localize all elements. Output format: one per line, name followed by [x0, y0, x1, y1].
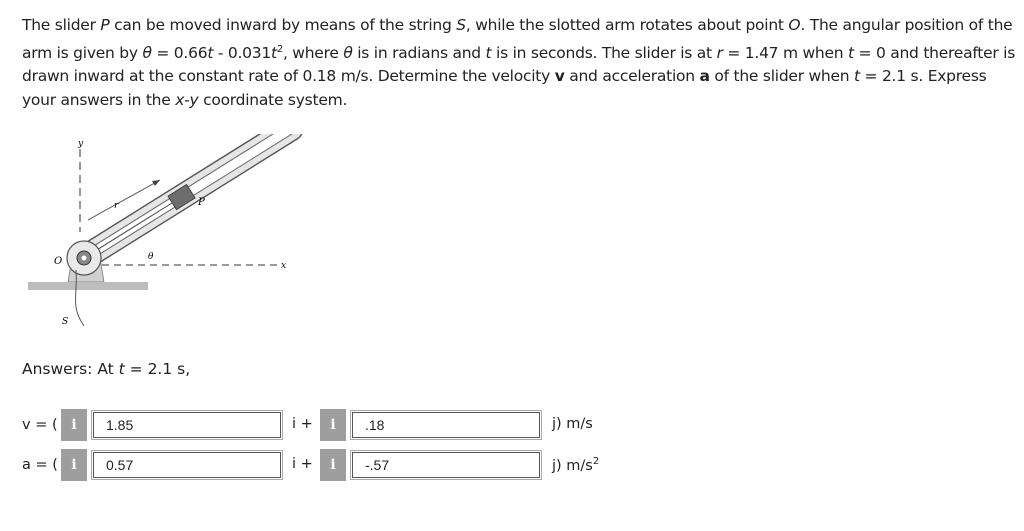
text: t	[207, 43, 214, 62]
text: θ	[142, 43, 152, 62]
text: , while the slotted arm rotates about point	[465, 16, 789, 34]
text: - 0.031	[213, 43, 271, 62]
text: coordinate system.	[198, 90, 348, 109]
text: x-y	[175, 90, 199, 109]
label-r: r	[114, 201, 119, 211]
text: = 0 and thereafter is drawn inward at the constant rate of 0.18 m/s. Determine the velocity	[22, 43, 1016, 86]
text: = 2.1 s. Express your answers in the	[22, 67, 987, 109]
acceleration-unit	[552, 456, 599, 474]
text: v	[554, 67, 565, 86]
text: , where	[282, 43, 344, 62]
text: t	[854, 67, 860, 86]
label-s: S	[62, 317, 69, 327]
text: is in radians and	[352, 43, 486, 62]
text: t	[118, 360, 125, 378]
text: r	[716, 43, 723, 62]
info-icon[interactable]: i	[320, 409, 346, 441]
text: = 0.66	[151, 43, 208, 62]
answers-heading	[22, 360, 190, 378]
text: . The angular position of the arm is given by	[22, 16, 1013, 62]
info-icon[interactable]: i	[61, 409, 87, 441]
text: is in seconds. The slider is at	[491, 43, 717, 62]
acceleration-x-input[interactable]: 0.57	[93, 452, 281, 478]
text: = 1.47 m when	[722, 43, 849, 62]
info-icon[interactable]: i	[320, 449, 346, 481]
acceleration-label: a = (	[22, 457, 58, 473]
acceleration-row	[22, 449, 1022, 483]
text: P	[100, 16, 110, 34]
text: θ	[343, 43, 353, 62]
text: and acceleration	[564, 67, 700, 86]
text: a	[699, 67, 710, 86]
slotted-arm-figure	[22, 134, 322, 334]
problem-statement	[22, 14, 1022, 112]
text: O	[788, 16, 801, 34]
text: The slider	[22, 16, 101, 34]
label-o: O	[54, 256, 63, 267]
text: of the slider when	[709, 67, 855, 86]
ground	[28, 282, 148, 290]
text: S	[456, 16, 466, 34]
text: t	[485, 43, 492, 62]
pivot-pin	[82, 256, 87, 261]
velocity-unit: j) m/s	[552, 416, 593, 432]
text: j) m/s	[552, 457, 593, 474]
slotted-arm	[66, 134, 308, 276]
text: can be moved inward by means of the string	[109, 16, 457, 34]
acceleration-i-label: i +	[292, 456, 313, 472]
text: Answers: At	[22, 360, 119, 378]
label-x: x	[281, 261, 287, 271]
text: t	[848, 43, 854, 62]
acceleration-y-input[interactable]: -.57	[352, 452, 540, 478]
velocity-x-input[interactable]: 1.85	[93, 412, 281, 438]
velocity-label: v = (	[22, 417, 58, 433]
text: 2	[276, 43, 283, 55]
info-icon[interactable]: i	[61, 449, 87, 481]
label-theta: θ	[148, 252, 154, 262]
text: t	[270, 43, 277, 62]
velocity-row	[22, 409, 1022, 443]
label-y: y	[78, 139, 84, 149]
text: 2	[592, 456, 600, 467]
text: = 2.1 s,	[124, 360, 191, 378]
velocity-y-input[interactable]: .18	[352, 412, 540, 438]
velocity-i-label: i +	[292, 416, 313, 432]
string-s	[89, 203, 172, 255]
label-p: P	[198, 197, 205, 208]
r-arrowhead	[152, 180, 160, 186]
